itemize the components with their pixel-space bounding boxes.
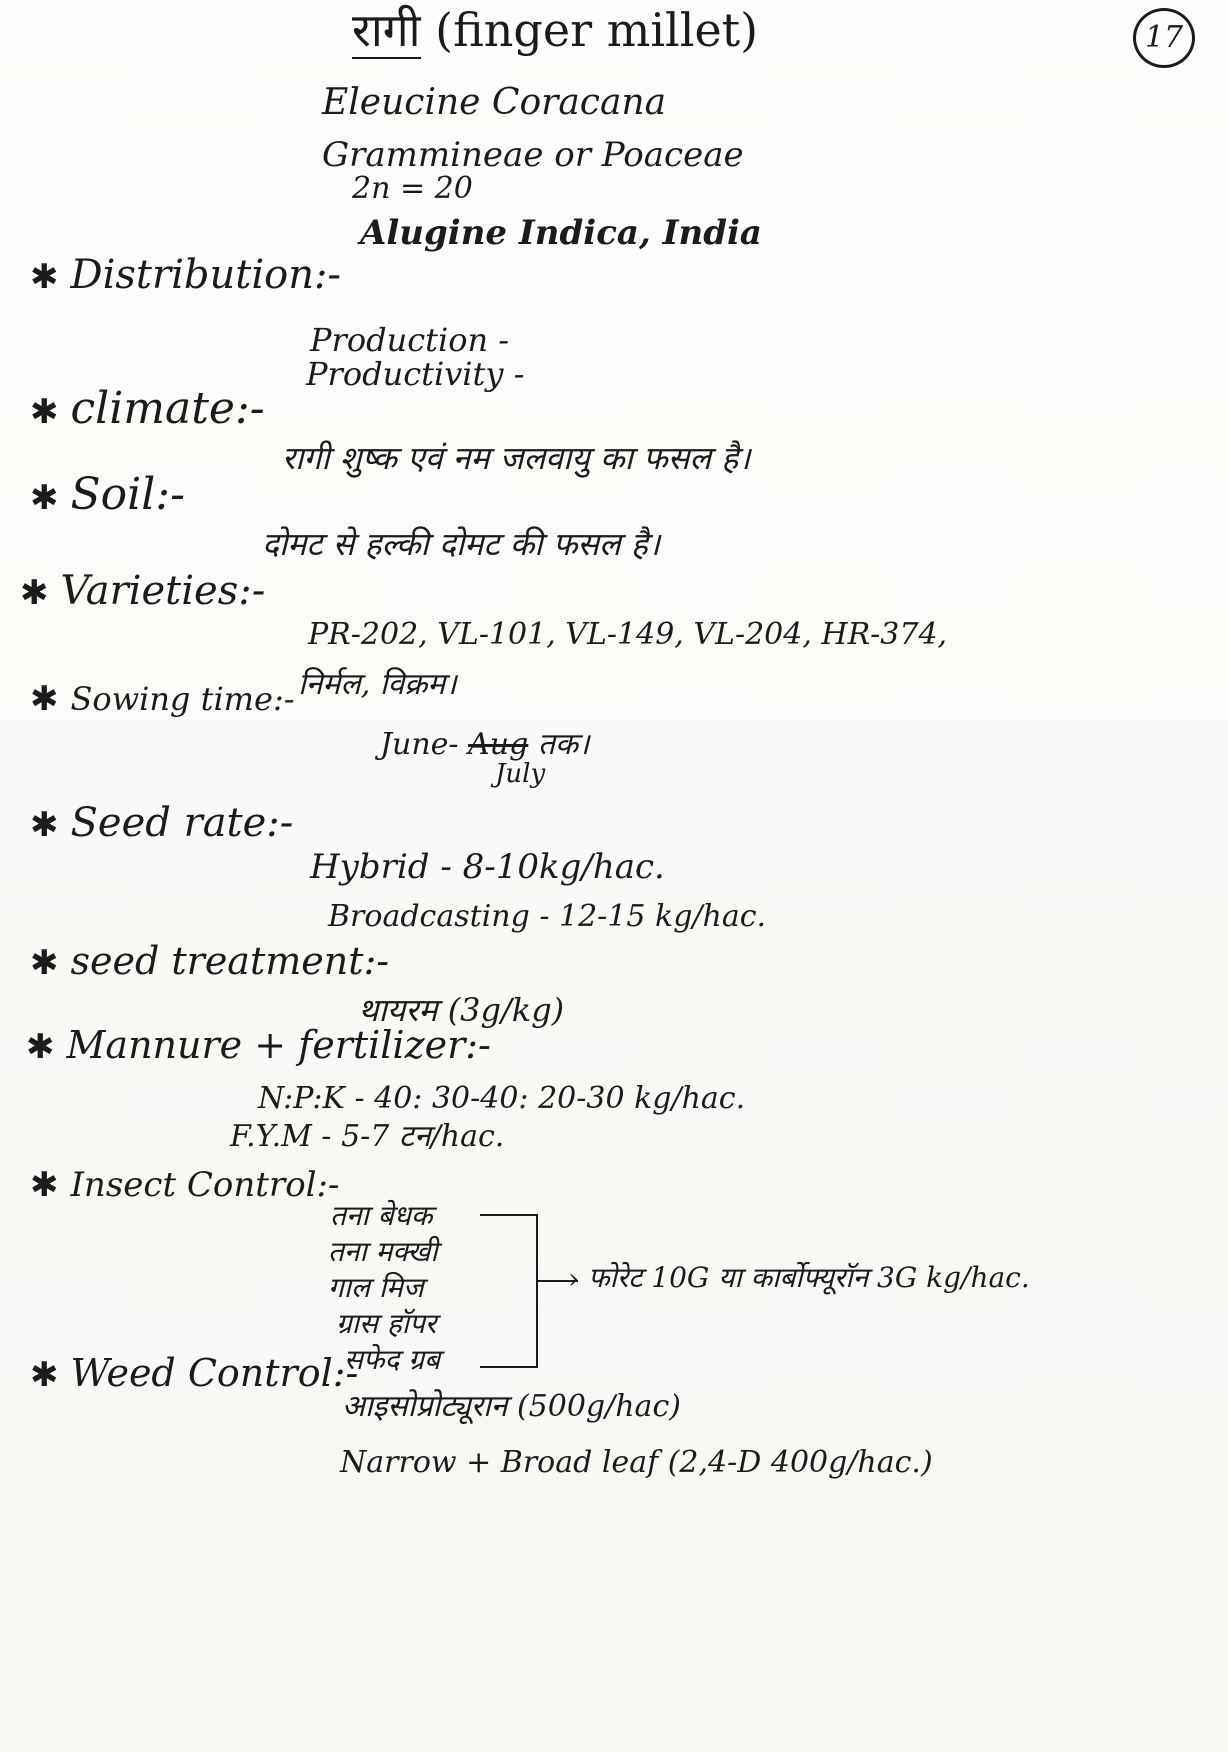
star-bullet-icon: ✱ [30, 943, 59, 983]
sowing-time-text [380, 728, 589, 763]
sowing-correction: July [495, 759, 546, 789]
sowing-start: June- [380, 727, 459, 762]
star-bullet-icon: ✱ [26, 1027, 55, 1067]
pest-item: सफेद ग्रब [344, 1343, 441, 1376]
seed-rate-heading: ✱ Seed rate:- [30, 800, 294, 846]
title [352, 4, 758, 57]
botanical-name: Eleucine Coracana [322, 82, 667, 123]
chromosome: 2n = 20 [352, 171, 473, 206]
weed-control-heading: ✱ Weed Control:- [30, 1351, 359, 1395]
pest-item: तना मक्खी [328, 1235, 438, 1268]
varieties-heading: ✱ Varieties:- [20, 568, 266, 614]
family: Grammineae or Poaceae [322, 135, 744, 175]
distribution-production: Production - [310, 321, 510, 359]
seed-rate-broadcasting: Broadcasting - 12-15 kg/hac. [328, 899, 767, 934]
star-bullet-icon: ✱ [30, 679, 59, 719]
manure-heading: ✱ Mannure + fertilizer:- [26, 1023, 491, 1067]
pest-item: गाल मिज [328, 1271, 424, 1304]
weed-control-line-1: आइसोप्रोट्यूरान (500g/hac) [342, 1389, 681, 1424]
star-bullet-icon: ✱ [20, 573, 49, 613]
star-bullet-icon: ✱ [30, 1355, 59, 1395]
origin: Alugine Indica, India [360, 213, 762, 253]
manure-fym: F.Y.M - 5-7 टन/hac. [230, 1119, 505, 1154]
soil-text: दोमट से हल्की दोमट की फसल है। [262, 525, 661, 563]
star-bullet-icon: ✱ [30, 392, 59, 432]
star-bullet-icon: ✱ [30, 478, 59, 518]
title-hindi: रागी [352, 3, 421, 57]
seed-rate-hybrid: Hybrid - 8-10kg/hac. [310, 847, 665, 887]
weed-control-line-2: Narrow + Broad leaf (2,4-D 400g/hac.) [340, 1445, 933, 1480]
climate-heading: ✱ climate:- [30, 383, 265, 434]
pest-bracket [480, 1214, 538, 1368]
manure-npk: N:P:K - 40: 30-40: 20-30 kg/hac. [258, 1081, 746, 1116]
star-bullet-icon: ✱ [30, 805, 59, 845]
arrow-right-icon: › [568, 1262, 580, 1295]
varieties-line-2: निर्मल, विक्रम। [298, 667, 457, 702]
soil-heading: ✱ Soil:- [30, 469, 185, 520]
star-bullet-icon: ✱ [30, 1165, 59, 1205]
distribution-productivity: Productivity - [306, 355, 525, 393]
varieties-line-1: PR-202, VL-101, VL-149, VL-204, HR-374, [308, 617, 948, 652]
climate-text: रागी शुष्क एवं नम जलवायु का फसल है। [282, 439, 751, 477]
pest-item: तना बेधक [330, 1199, 433, 1232]
title-english: (finger millet) [435, 3, 759, 57]
seed-treatment-text: थायरम (3g/kg) [358, 991, 565, 1029]
page-number: 17 [1133, 8, 1195, 68]
insect-control-heading: ✱ Insect Control:- [30, 1165, 340, 1205]
sowing-struck: Aug [468, 727, 529, 762]
sowing-end: तक। [537, 727, 590, 762]
pest-item: ग्रास हॉपर [336, 1307, 437, 1340]
seed-treatment-heading: ✱ seed treatment:- [30, 939, 390, 983]
sowing-time-heading: ✱ Sowing time:- [30, 679, 295, 719]
star-bullet-icon: ✱ [30, 257, 59, 297]
insect-treatment: फोरेट 10G या कार्बोफ्यूरॉन 3G kg/hac. [588, 1261, 1030, 1294]
distribution-heading: ✱ Distribution:- [30, 252, 341, 298]
